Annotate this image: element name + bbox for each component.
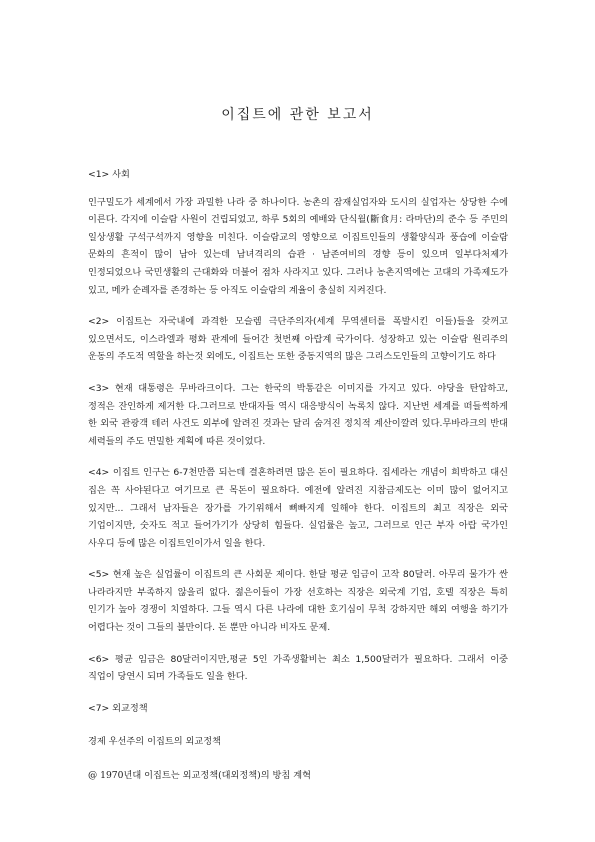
document-body <box>88 166 508 801</box>
paragraph-6: <6> 평균 임금은 80달러이지만,평균 5인 가족생활비는 최소 1,500달러가 필요하다. 그래서 이중 직업이 당연시 되며 가족들도 일을 한다. <box>88 653 508 683</box>
section-heading-foreign-policy: <7> 외교정책 <box>88 702 148 714</box>
section-heading-society: <1> 사회 <box>88 169 130 180</box>
paragraph-1: 인구밀도가 세계에서 가장 과밀한 나라 중 하나이다. 농촌의 잠재실업자와 도시의 실업자는 상당한 수에 이른다. 각지에 이슬람 사원이 건립되었고, 하루 5회의 예배와 단식월(斷食月: 라마단)의 준수 등 주민의 일상생활 구석구석까지 영향을 미친다. 이슬람교의 영향으로 이집트인들의 생활양식과 풍습에 이슬람 문화의 흔적이 많이 남아 있는데 남녀격리의 습관 · 남존여비의 경향 등이 있으며 일부다처제가 인정되었으나 국민생활의 근대화와 더불어 점차 사라지고 있다. 그러나 농촌지역에는 고대의 가족제도가 있고, 메카 순례자를 존경하는 등 아직도 이슬람의 계율이 충실히 지켜진다. <box>88 196 508 296</box>
paragraph-5: <5> 현재 높은 실업률이 이집트의 큰 사회문 제이다. 한달 평균 임금이 고작 80달러. 아무리 물가가 싼 나라라지만 부족하지 않을리 없다. 젊은이들이 가장 선호하는 직장은 외국계 기업, 호텔 직장은 특히 인기가 높아 경쟁이 치열하다. 그들 역시 다른 나라에 대한 호기심이 무척 강하지만 해외 여행을 하기가 어렵다는 것이 그들의 불만이다. 돈 뿐만 아니라 비자도 문제. <box>88 569 508 634</box>
subheading-economy-first: 경제 우선주의 이집트의 외교정책 <box>88 736 222 748</box>
subheading-1970s: @ 1970년대 이집트는 외교정책(대외정책)의 방침 계혁 <box>88 770 311 782</box>
paragraph-3: <3> 현재 대통령은 무바라크이다. 그는 한국의 박통같은 이미지를 가지고 있다. 야당을 탄압하고, 정적은 잔인하게 제거한 다.그러므로 반대자들 역시 대응방식이 녹록치 않다. 지난번 세계를 떠들썩하게 한 외국 관광객 테러 사건도 외부에 알려진 것과는 달리 숨겨진 정치적 계산이깔려 있다.무바라크의 반대 세력들의 주도 면밀한 계획에 따른 것이었다. <box>88 382 508 447</box>
paragraph-2: <2> 이집트는 자국내에 과격한 모슬렘 극단주의자(세계 무역센터를 폭발시킨 이들)들을 갖꺼고 있으면서도, 이스라엘과 평화 관계에 들어간 첫번째 아랍계 국가이다. 성장하고 있는 이슬람 원리주의 운동의 주도적 역할을 하는것 외에도, 이집트는 또한 중동지역의 많은 그리스도인들의 고향이기도 하다 <box>88 316 508 363</box>
paragraph-4: <4> 이집트 인구는 6-7천만쯤 되는데 결혼하려면 많은 돈이 필요하다. 집세라는 개념이 희박하고 대신 집은 꼭 사야된다고 여기므로 큰 목돈이 필요하다. 예전에 알려진 지참금제도는 이미 많이 없어지고 있지만... 그래서 남자들은 장가를 가기위해서 뼈빠지게 일해야 한다. 이집트의 최고 직장은 외국 기업이지만, 숫자도 적고 들어가기가 상당히 힘들다. 실업률은 높고, 그러므로 인근 부자 아랍 국가인 사우디 등에 많은 이집트인이가서 일을 한다. <box>88 467 508 549</box>
document-title: 이집트에 관한 보고서 <box>221 107 374 123</box>
